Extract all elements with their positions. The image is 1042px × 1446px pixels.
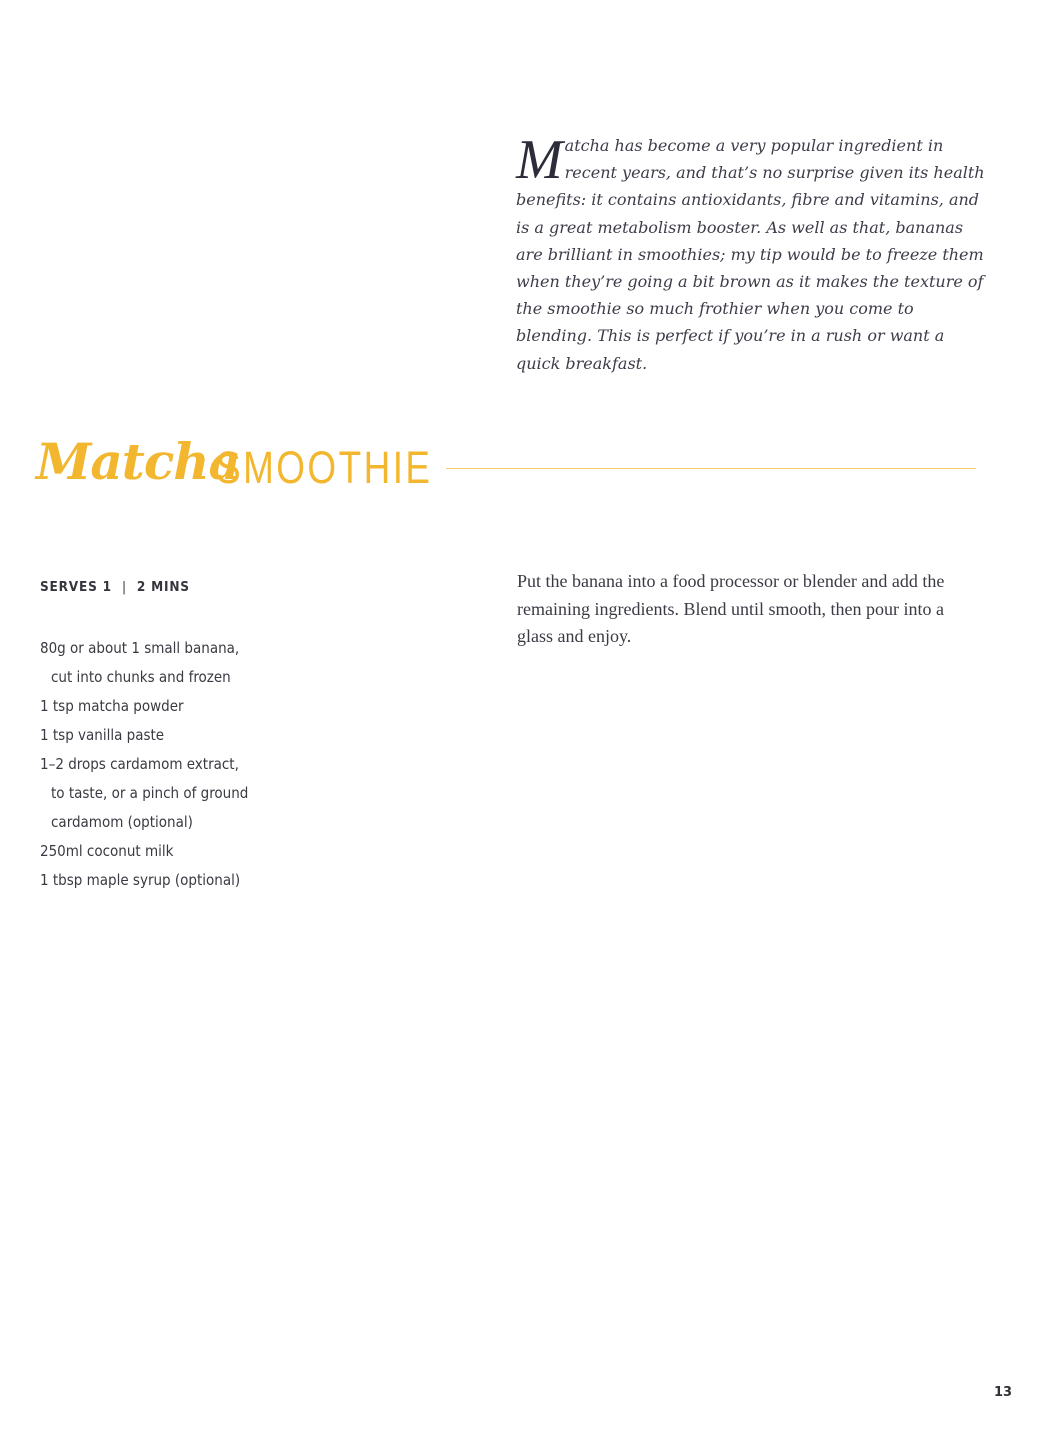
serves-label: SERVES 1 xyxy=(40,579,112,595)
page-number: 13 xyxy=(994,1385,1013,1400)
recipe-meta xyxy=(40,579,190,595)
intro-text: atcha has become a very popular ingredient in recent years, and that’s no surprise given its health benefits: it contains antioxidants, fibre and vitamins, and is a great metabolism booster. As well as that, bananas are brilliant in smoothies; my tip would be to freeze them when they’re going a bit brown as it makes the texture of the smoothie so much frothier when you come to blending. This is perfect if you’re in a rush or want a quick breakfast. xyxy=(516,136,985,373)
ingredient-line: 250ml coconut milk xyxy=(40,842,174,860)
ingredient-line: 80g or about 1 small banana, xyxy=(40,639,240,657)
intro-paragraph xyxy=(516,129,986,377)
ingredient-line: 1 tbsp maple syrup (optional) xyxy=(40,871,241,889)
ingredient-line: 1–2 drops cardamom extract, xyxy=(40,755,239,773)
ingredient-line: 1 tsp matcha powder xyxy=(40,697,184,715)
title-script-word: Matcha xyxy=(36,432,241,491)
method-text: Put the banana into a food processor or blender and add the remaining ingredients. Blend until smooth, then pour into a glass and enjoy. xyxy=(517,571,945,646)
ingredient-line: cut into chunks and frozen xyxy=(51,668,231,686)
ingredient-line: 1 tsp vanilla paste xyxy=(40,726,165,744)
title-divider xyxy=(446,468,976,469)
recipe-title xyxy=(36,430,978,510)
ingredient-line: cardamom (optional) xyxy=(51,813,193,831)
time-label: 2 MINS xyxy=(136,579,190,595)
ingredients-list xyxy=(40,634,248,895)
meta-separator: | xyxy=(121,579,127,595)
drop-cap: M xyxy=(516,129,563,191)
title-caps-word: SMOOTHIE xyxy=(216,442,433,493)
ingredient-line: to taste, or a pinch of ground xyxy=(51,784,249,802)
